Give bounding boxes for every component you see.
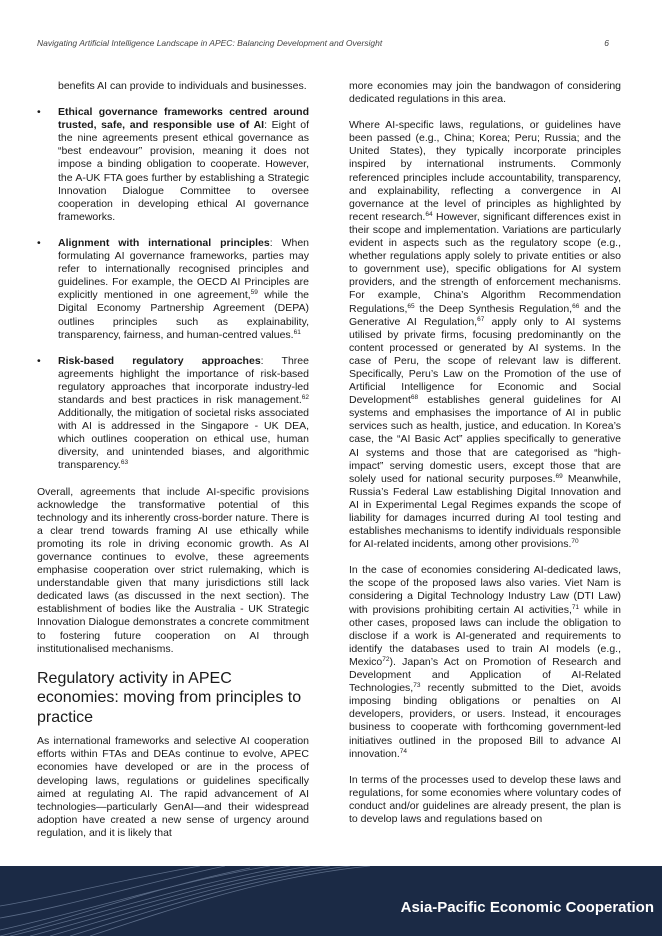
bullet-text: while the Digital Economy Partnership Agreement (DEPA) outlines principles such as explainability, transparency, fairness, and human-centred values. [58, 289, 310, 341]
bullet-text: Additionally, the mitigation of societal risks associated with AI is addressed in the Singapore - UK DEA, which outlines cooperation on ethical use, human diversity, and unintended biases, and algorithmic transparency. [58, 407, 309, 472]
footnote-ref: 65 [407, 302, 415, 310]
footnote-ref: 62 [301, 393, 309, 401]
paragraph-intro: As international frameworks and selective AI cooperation efforts within FTAs and DEAs continue to evolve, APEC economies have developed or are in the process of developing laws, regulations or guidelines specifically aimed at regulating AI. The rapid advancement of AI technologies—particularly GenAI—and their widespread adoption have created a new sense of urgency around regulation, and it is likely that [37, 735, 309, 839]
paragraph-text: Where AI-specific laws, regulations, or guidelines have been passed (e.g., China; Korea; Peru; Russia; and the United States), they typically incorporate principles inspired by international instruments. Commonly referenced principles include accountability, transparency, and explainability, reflecting a convergence in AI governance at the level of principles as highlighted by recent research. [349, 119, 621, 223]
bullet-icon: • [37, 236, 41, 249]
right-column [349, 80, 621, 839]
paragraph-text: ). Japan’s Act on Promotion of Research and Development and Application of AI-Related Technologies, [349, 655, 621, 695]
footnote-ref: 66 [572, 302, 580, 310]
apec-brand: Asia-Pacific Economic Cooperation [400, 899, 654, 916]
footnote-ref: 73 [413, 682, 421, 690]
bullet-heading: Ethical governance frameworks centred around trusted, safe, and responsible use of AI [58, 106, 309, 132]
paragraph-bandwagon: more economies may join the bandwagon of considering dedicated regulations in this area. [349, 80, 621, 106]
footnote-ref: 69 [555, 472, 563, 480]
footnote-ref: 71 [571, 603, 580, 611]
page-number: 6 [604, 38, 609, 48]
section-heading: Regulatory activity in APEC economies: moving from principles to practice [37, 669, 302, 726]
paragraph-overall: Overall, agreements that include AI-specific provisions acknowledge the transformative potential of this technology and its inherently cross-border nature. There is a clear trend towards framing AI use ethically while promoting its role in driving economic growth. As AI governance continues to evolve, these agreements emphasise cooperation over strict rulemaking, which is understandable given that many jurisdictions still lack dedicated laws (as discussed in the next section). The establishment of bodies like the Australia - UK Strategic Innovation Dialogue demonstrates a concrete commitment to fostering future cooperation on AI through institutionalised mechanisms. [37, 485, 309, 655]
bullet-icon: • [37, 106, 41, 119]
bullet-item-international-principles [37, 237, 309, 342]
bullet-text: : Three agreements highlight the importance of risk-based regulatory approaches that incorporate industry-led standards and best practices in risk management. [58, 354, 309, 406]
paragraph-text: while in other cases, proposed laws can include the obligation to disclose if a work is AI-generated and requirements to identify the databases used to train AI models (e.g., Mexico [349, 603, 622, 668]
paragraph-text: However, significant differences exist in their scope and implementation. Variations are particularly evident in aspects such as the regulatory scope (e.g., whether regulations apply solely to private entities or also to government use), specific obligations for AI system providers, and the strength of enforcement mechanisms. For example, China’s Algorithm Recommendation Regulations, [349, 210, 621, 315]
paragraph-proposed-laws [349, 564, 621, 760]
footnote-ref: 64 [425, 210, 433, 218]
footnote-ref: 70 [571, 538, 579, 546]
bullet-item-ethical-governance [37, 106, 309, 224]
left-column [37, 80, 309, 853]
paragraph-text: and the Generative AI Regulation, [349, 302, 621, 328]
footnote-ref: 59 [250, 289, 258, 297]
paragraph-text: Meanwhile, Russia’s Federal Law establishing Digital Innovation and AI in Experimental Legal Regimes expands the scope of liability for damages incurred during AI tool testing and establishes mechanisms to identify individuals responsible for AI-related incidents, among other provisions. [349, 472, 621, 551]
footnote-ref: 61 [293, 328, 301, 336]
running-title: Navigating Artificial Intelligence Landscape in APEC: Balancing Development and Oversight [37, 38, 383, 48]
bullet-list [37, 106, 309, 472]
paragraph-text: In the case of economies considering AI-dedicated laws, the scope of the proposed laws also varies. Viet Nam is considering a Digital Technology Industry Law (DTI Law) with provisions prohibiting certain AI activities, [349, 564, 621, 616]
footnote-ref: 68 [410, 394, 419, 402]
bullet-item-risk-based [37, 355, 309, 473]
bullet-text: : When formulating AI governance frameworks, parties may refer to internationally recognised principles and guidelines. For example, the OECD AI Principles are explicitly mentioned in one agreement, [58, 236, 309, 302]
bullet-text: : Eight of the nine agreements present ethical governance as “best endeavour” provision, meaning it does not impose a binding obligation to cooperate. However, the A-UK FTA goes further by establishing a Strategic Innovation Dialogue Committee to oversee cooperation in developing ethical AI governance frameworks. [58, 119, 309, 223]
paragraph-text: recently submitted to the Diet, avoids imposing binding obligations or penalties on AI developers, providers, or users. Instead, it encourages business to cooperate with forthcoming government-led initiatives outlined in the proposed Bill to advance AI innovation. [349, 682, 621, 760]
bullet-continuation: benefits AI can provide to individuals and businesses. [58, 80, 307, 92]
paragraph-text: apply only to AI systems utilised by private firms, focusing predominantly on the content processed or generated by AI systems. In the case of Peru, the scope of relevant law is different. Specifically, Peru’s Law on the Promotion of the use of Artificial Intelligence for Economic and Social Development [349, 315, 621, 407]
bullet-heading: Alignment with international principles [58, 236, 270, 249]
footnote-ref: 67 [477, 315, 485, 323]
bullet-icon: • [37, 354, 41, 367]
paragraph-text: the Deep Synthesis Regulation, [414, 302, 573, 315]
paragraph-ai-laws [349, 119, 621, 551]
footnote-ref: 72 [382, 655, 390, 663]
paragraph-text: establishes general guidelines for AI systems and emphasises the importance of AI in public services such as health, justice, and education. In Korea’s case, the “AI Basic Act” applies specifically to generative AI systems and those that are categorised as “high-impact” serving domestic users, except those that are solely used for national security purposes. [349, 394, 621, 485]
paragraph-processes: In terms of the processes used to develop these laws and regulations, for some economies where voluntary codes of conduct and/or guidelines are already present, the plan is to develop laws and regulations based on [349, 773, 621, 825]
footnote-ref: 74 [399, 747, 408, 755]
footer-banner [0, 866, 662, 936]
bullet-heading: Risk-based regulatory approaches [58, 354, 261, 367]
footnote-ref: 63 [120, 459, 129, 467]
